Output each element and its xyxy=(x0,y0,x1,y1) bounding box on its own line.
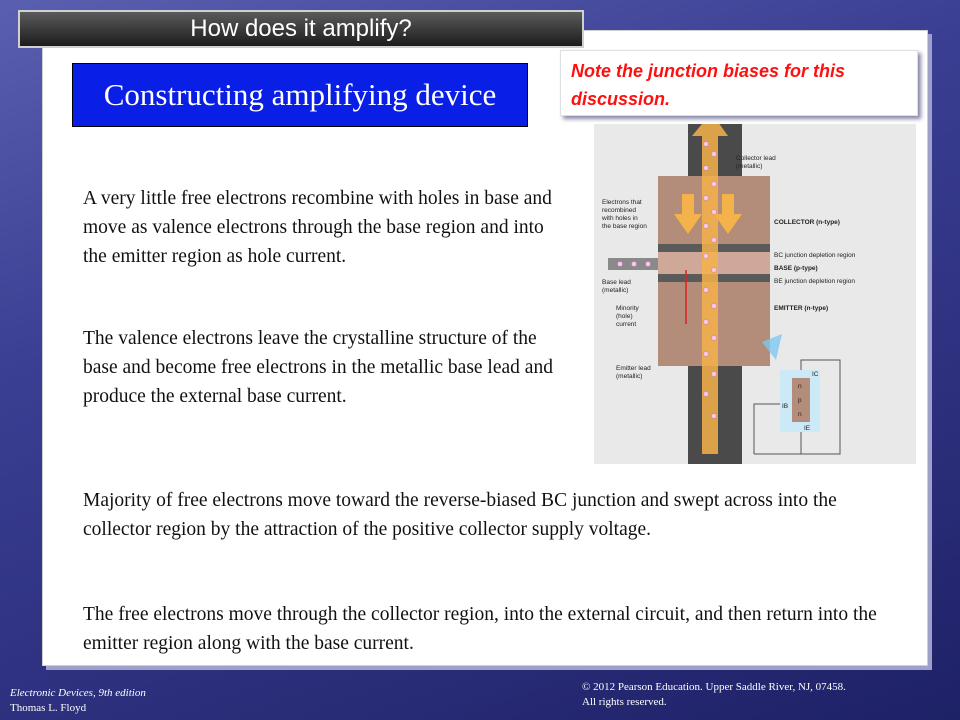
note-callout xyxy=(560,50,918,116)
label-collector: COLLECTOR (n-type) xyxy=(774,219,840,226)
label-collector-lead-sub: (metallic) xyxy=(736,163,763,170)
paragraph-free-electrons-return: The free electrons move through the collector region, into the external circuit, and then return into the emitter region along with the base current. xyxy=(83,604,877,654)
section-heading-text: Constructing amplifying device xyxy=(103,77,497,112)
transistor-diagram xyxy=(594,124,916,464)
label-ic: IC xyxy=(812,371,819,378)
slide-title-text: How does it amplify? xyxy=(190,15,412,42)
label-recombined-2: recombined xyxy=(602,207,636,214)
label-be-depletion: BE junction depletion region xyxy=(774,278,855,285)
footer-copyright-line2: All rights reserved. xyxy=(582,696,667,708)
label-base: BASE (p-type) xyxy=(774,265,818,272)
circuit-wire-left xyxy=(754,404,780,454)
transistor-diagram-svg xyxy=(594,124,916,464)
footer-book: Electronic Devices, 9th edition xyxy=(10,687,146,699)
footer-copyright-line1: © 2012 Pearson Education. Upper Saddle River, NJ, 07458. xyxy=(582,681,846,693)
footer-copyright xyxy=(582,680,846,710)
label-base-lead-1: Base lead xyxy=(602,279,631,286)
label-ib: IB xyxy=(782,403,789,410)
label-bc-depletion: BC junction depletion region xyxy=(774,252,856,259)
label-base-lead-2: (metallic) xyxy=(602,287,629,294)
label-n-bottom: n xyxy=(798,411,802,418)
label-emitter: EMITTER (n-type) xyxy=(774,305,829,312)
footer-book-info xyxy=(10,686,146,716)
label-recombined-1: Electrons that xyxy=(602,199,642,206)
paragraph-majority-electrons: Majority of free electrons move toward the reverse-biased BC junction and swept across into the collector region by the attraction of the positive collector supply voltage. xyxy=(83,490,837,540)
paragraph-recombination: A very little free electrons recombine with holes in base and move as valence electrons through the base region and into the emitter region as hole current. xyxy=(83,188,552,267)
label-emitter-lead-1: Emitter lead xyxy=(616,365,651,372)
label-emitter-lead-2: (metallic) xyxy=(616,373,643,380)
section-heading xyxy=(72,63,528,127)
label-p: p xyxy=(798,397,802,404)
label-n-top: n xyxy=(798,383,802,390)
label-recombined-3: with holes in xyxy=(602,215,638,222)
slide-title xyxy=(18,10,584,48)
note-text: Note the junction biases for this discussion. xyxy=(571,61,846,109)
paragraph-valence-electrons: The valence electrons leave the crystalline structure of the base and become free electrons in the metallic base lead and produce the external base current. xyxy=(83,328,553,407)
label-collector-lead: Collector lead xyxy=(736,155,776,162)
label-recombined-4: the base region xyxy=(602,223,647,230)
label-ie: IE xyxy=(804,425,811,432)
label-minority-3: current xyxy=(616,321,637,328)
label-minority-2: (hole) xyxy=(616,313,633,320)
label-minority-1: Minority xyxy=(616,305,639,312)
footer-author: Thomas L. Floyd xyxy=(10,702,87,714)
